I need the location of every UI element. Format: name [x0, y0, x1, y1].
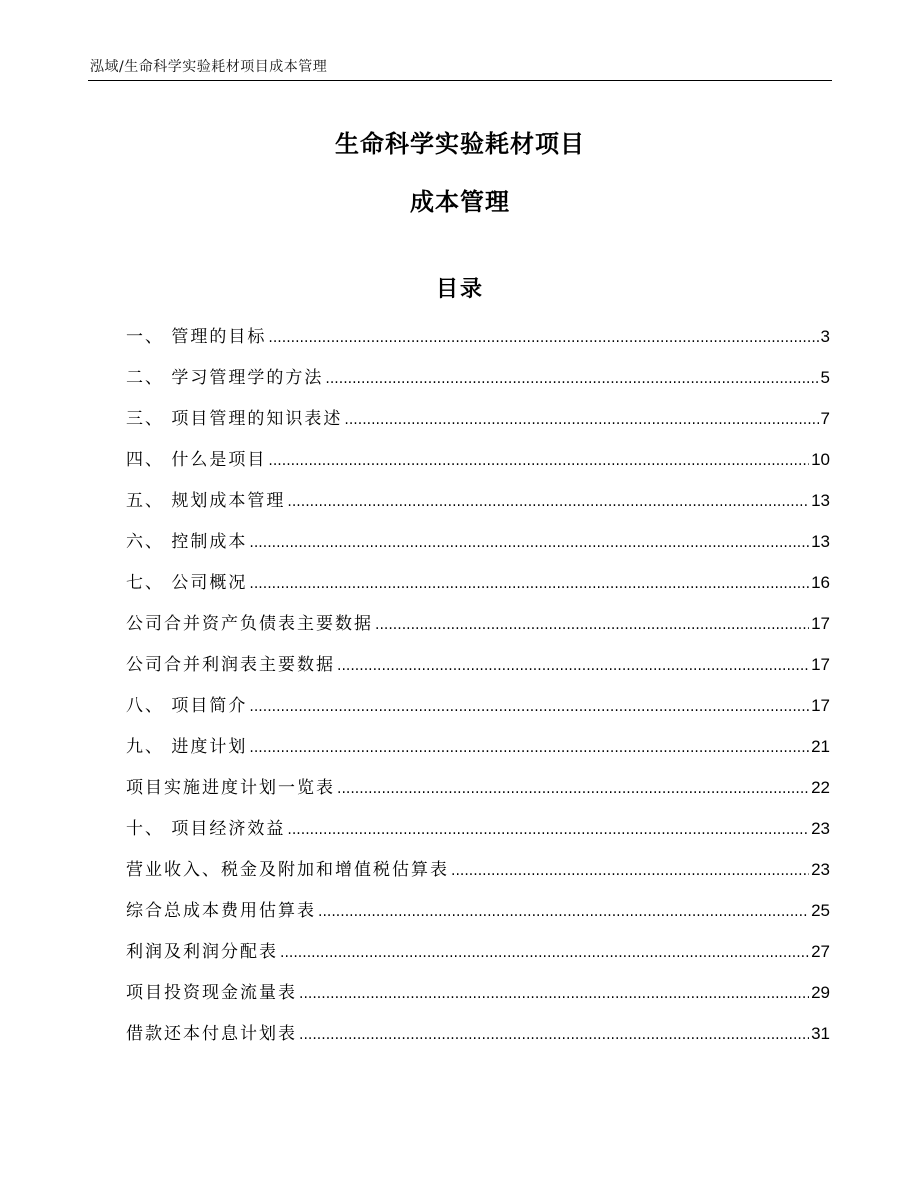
- toc-entry[interactable]: [126, 484, 830, 525]
- toc-entry[interactable]: [126, 853, 830, 894]
- toc-entry-label: 八、 项目简介: [126, 696, 248, 716]
- toc-entry-page: 3: [820, 327, 830, 346]
- toc-dot-leader: [337, 773, 809, 806]
- toc-entry-page: 23: [811, 860, 830, 879]
- toc-entry[interactable]: [126, 1017, 830, 1058]
- toc-entry[interactable]: [126, 689, 830, 730]
- toc-dot-leader: [249, 732, 809, 765]
- toc-entry-page: 17: [811, 614, 830, 633]
- toc-entry[interactable]: [126, 648, 830, 689]
- toc-entry-page: 10: [811, 450, 830, 469]
- toc-entry[interactable]: [126, 443, 830, 484]
- header-divider: [88, 80, 832, 81]
- toc-entry[interactable]: [126, 320, 830, 361]
- running-header: 泓域/生命科学实验耗材项目成本管理: [90, 59, 328, 75]
- toc-entry[interactable]: [126, 771, 830, 812]
- toc-dot-leader: [299, 1019, 809, 1052]
- toc-entry-label: 项目投资现金流量表: [126, 983, 297, 1003]
- toc-entry[interactable]: [126, 894, 830, 935]
- toc-entry-label: 借款还本付息计划表: [126, 1024, 297, 1044]
- toc-entry-label: 二、 学习管理学的方法: [126, 368, 324, 388]
- toc-entry-label: 利润及利润分配表: [126, 942, 278, 962]
- toc-entry[interactable]: [126, 976, 830, 1017]
- toc-entry-page: 13: [811, 532, 830, 551]
- toc-dot-leader: [299, 978, 809, 1011]
- toc-entry-page: 27: [811, 942, 830, 961]
- toc-dot-leader: [375, 609, 809, 642]
- toc-entry-label: 七、 公司概况: [126, 573, 248, 593]
- toc-dot-leader: [318, 896, 809, 929]
- toc-dot-leader: [249, 527, 809, 560]
- toc-entry-label: 公司合并资产负债表主要数据: [126, 614, 373, 634]
- toc-entry[interactable]: [126, 607, 830, 648]
- toc-entry-page: 25: [811, 901, 830, 920]
- toc-entry-page: 13: [811, 491, 830, 510]
- toc-entry[interactable]: [126, 402, 830, 443]
- toc-entry-page: 31: [811, 1024, 830, 1043]
- toc-entry-label: 五、 规划成本管理: [126, 491, 286, 511]
- toc-entry-label: 项目实施进度计划一览表: [126, 778, 335, 798]
- toc-heading: 目录: [435, 277, 484, 302]
- toc-entry[interactable]: [126, 730, 830, 771]
- toc-entry-label: 一、 管理的目标: [126, 327, 267, 347]
- toc-entry[interactable]: [126, 566, 830, 607]
- toc-entry[interactable]: [126, 361, 830, 402]
- document-subtitle: 成本管理: [410, 188, 510, 216]
- toc-dot-leader: [325, 363, 818, 396]
- toc-entry-label: 九、 进度计划: [126, 737, 248, 757]
- toc-entry-page: 23: [811, 819, 830, 838]
- toc-dot-leader: [337, 650, 809, 683]
- toc-entry-page: 22: [811, 778, 830, 797]
- toc-dot-leader: [268, 322, 818, 355]
- toc-entry[interactable]: [126, 812, 830, 853]
- toc-entry[interactable]: [126, 525, 830, 566]
- toc-entry-page: 29: [811, 983, 830, 1002]
- toc-dot-leader: [280, 937, 809, 970]
- document-title: 生命科学实验耗材项目: [335, 130, 585, 158]
- toc-entry-page: 17: [811, 655, 830, 674]
- toc-dot-leader: [287, 814, 809, 847]
- toc-entry-label: 综合总成本费用估算表: [126, 901, 316, 921]
- toc-dot-leader: [268, 445, 809, 478]
- toc-entry-page: 21: [811, 737, 830, 756]
- toc-dot-leader: [451, 855, 809, 888]
- toc-entry-page: 16: [811, 573, 830, 592]
- toc-entry-label: 四、 什么是项目: [126, 450, 267, 470]
- toc-dot-leader: [249, 568, 809, 601]
- toc-entry[interactable]: [126, 935, 830, 976]
- toc-entry-label: 六、 控制成本: [126, 532, 248, 552]
- toc-dot-leader: [287, 486, 809, 519]
- toc-dot-leader: [249, 691, 809, 724]
- toc-entry-page: 7: [820, 409, 830, 428]
- toc-entry-label: 公司合并利润表主要数据: [126, 655, 335, 675]
- toc-entry-label: 营业收入、税金及附加和增值税估算表: [126, 860, 449, 880]
- toc-entry-page: 5: [820, 368, 830, 387]
- toc-entry-label: 十、 项目经济效益: [126, 819, 286, 839]
- toc-entry-page: 17: [811, 696, 830, 715]
- table-of-contents: [126, 320, 830, 1058]
- toc-dot-leader: [344, 404, 818, 437]
- toc-entry-label: 三、 项目管理的知识表述: [126, 409, 343, 429]
